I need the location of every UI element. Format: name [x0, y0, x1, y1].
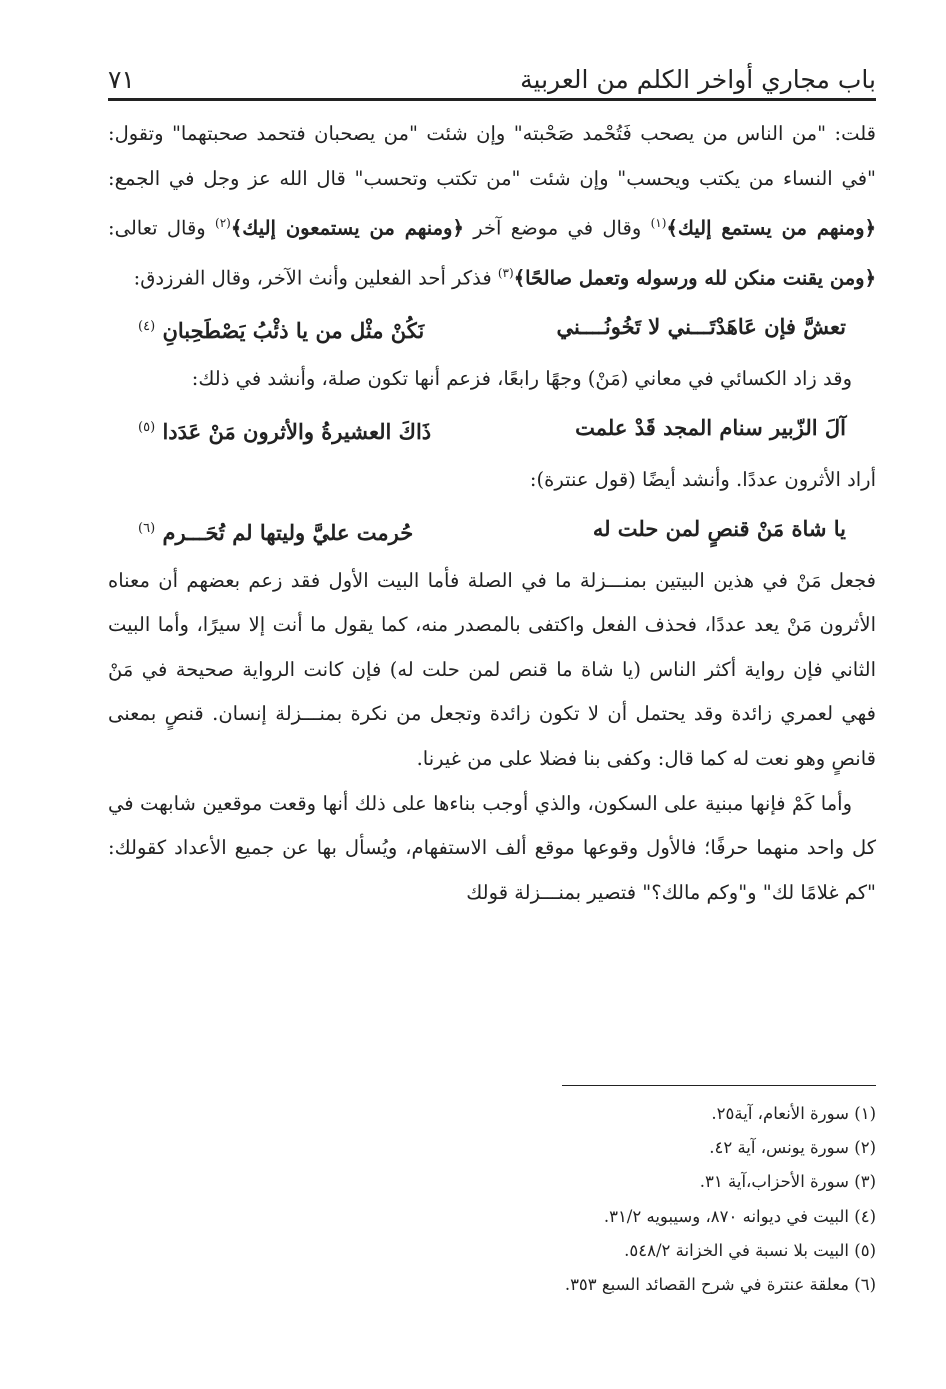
- footnote-ref: (١): [650, 216, 667, 231]
- verse-1-first-hemistich: تعشَّ فإن عَاهَدْتَـــني لا تَخُونُــــني: [556, 314, 846, 340]
- quran-quote: ﴿ومنهم من يستمعون إليك﴾: [230, 216, 464, 240]
- footnote-ref-6: (٦): [138, 520, 156, 536]
- footnote-ref-4: (٤): [138, 319, 156, 335]
- paragraph-5: وأما كَمْ فإنها مبنية على السكون، والذي أوجب بناءها على ذلك أنها وقعت موقعين شابهت في كل واحد منهما حرفًا؛ فالأول وقوعها موقع ألف الاستفهام، ويُسأل بها عن جميع الأعداد كقولك: "كم غلامًا لك" و"وكم مالك؟" فتصير بمنـــزلة قولك: [108, 791, 876, 904]
- header-rule: [108, 98, 876, 101]
- text-run: قلت: "من الناس من يصحب فَتُحْمد صَحْبته" وإن شئت "من يصحبان فتحمد صحبتهما" وتقول: "في النساء من يكتب ويحسب" وإن شئت "من تكتب وتحسب" قال الله عز وجل في الجمع:: [108, 122, 876, 190]
- verse-3-second-text: حُرمت عليَّ وليتها لم تُحَـــرم: [162, 519, 414, 545]
- running-title: باب مجاري أواخر الكلم من العربية: [520, 65, 876, 94]
- page-number: ٧١: [108, 65, 135, 94]
- running-header: [108, 50, 876, 98]
- main-text: [108, 112, 876, 915]
- footnote-5: (٥) البيت بلا نسبة في الخزانة ٥٤٨/٢.: [624, 1240, 876, 1260]
- verse-2: [108, 402, 876, 458]
- footnotes: [108, 1097, 876, 1302]
- footnote-ref-5: (٥): [138, 419, 156, 435]
- footnote-3: (٣) سورة الأحزاب،آية ٣١.: [699, 1172, 876, 1192]
- paragraph-4: فجعل مَنْ في هذين البيتين بمنـــزلة ما في الصلة فأما البيت الأول فقد زعم بعضهم أن معناه الأثرون مَنْ يعد عددًا، فحذف الفعل واكتفى بالمصدر منه، كما يقول ما أنت إلا سيرًا، وأما البيت الثاني فإن رواية أكثر الناس (يا شاة ما قنص لمن حلت له) فإن كانت الرواية صحيحة في مَنْ فهي لعمري زائدة وقد يحتمل أن لا تكون زائدة وتجعل من نكرة بمنـــزلة إنسان. قنصٍ بمعنى قانصٍ وهو نعت له كما قال: وكفى بنا فضلا على من غيرنا.: [108, 568, 876, 770]
- verse-2-second-hemistich: [138, 402, 431, 458]
- verse-3-first-hemistich: يا شاة مَنْ قنصٍ لمن حلت له: [592, 515, 846, 541]
- paragraph-2: وقد زاد الكسائي في معاني (مَنْ) وجهًا رابعًا، فزعم أنها تكون صلة، وأنشد في ذلك:: [191, 367, 852, 391]
- footnote-ref: (٣): [497, 266, 514, 281]
- footnote-6: (٦) معلقة عنترة في شرح القصائد السبع ٣٥٣.: [564, 1275, 876, 1295]
- paragraph-1: [108, 112, 876, 301]
- footnote-ref: (٢): [215, 216, 231, 231]
- footnote-rule: [562, 1085, 876, 1086]
- footnote-1: (١) سورة الأنعام، آية٢٥.: [711, 1104, 876, 1123]
- quran-quote: ﴿ومن يقنت منكن لله ورسوله وتعمل صالحًا﴾: [513, 266, 876, 290]
- verse-2-second-text: ذَاكَ العشيرةُ والأثرون مَنْ عَدَدا: [162, 418, 432, 444]
- verse-1: [108, 301, 876, 357]
- footnote-2: (٢) سورة يونس، آية ٤٢.: [709, 1138, 876, 1158]
- verse-3: [108, 503, 876, 559]
- verse-1-second-text: نَكُنْ مثْل من يا ذئْبُ يَصْطَحِبانِ: [162, 318, 425, 344]
- text-run: وقال تعالى:: [108, 216, 216, 240]
- paragraph-3: أراد الأثرون عددًا. وأنشد أيضًا (قول عنترة):: [529, 467, 876, 491]
- verse-3-second-hemistich: [138, 503, 413, 559]
- text-run: وقال في موضع آخر: [463, 216, 651, 240]
- verse-2-first-hemistich: آلَ الزّبير سنام المجد قَدْ علمت: [575, 414, 846, 440]
- text-run: فذكر أحد الفعلين وأنث الآخر، وقال الفرزدق:: [133, 266, 498, 290]
- quran-quote: ﴿ومنهم من يستمع إليك﴾: [666, 216, 876, 240]
- footnote-4: (٤) البيت في ديوانه ٨٧٠، وسيبويه ٣١/٢.: [603, 1206, 876, 1226]
- verse-1-second-hemistich: [138, 301, 424, 357]
